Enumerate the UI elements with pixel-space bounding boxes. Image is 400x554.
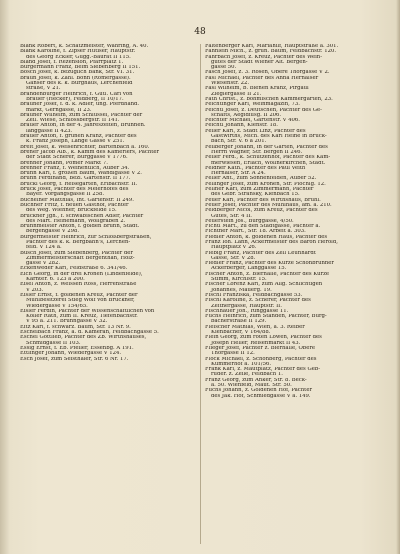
directory-entry-line: Fichtl Mart., zu den Stadtgasse, Pächter a. — [205, 224, 321, 230]
directory-entry-line: Fahrbach Josef, z. Kreuz, Pächter des Wein- — [205, 54, 322, 60]
directory-entry-line: bach, Str. V. 6 a 201. — [211, 139, 267, 145]
directory-entry-line: Fath Christ., z. böhmischen Kammergarten, 23. — [205, 96, 333, 102]
directory-entry-line: straße, V 21. — [26, 86, 61, 92]
directory-entry-line: Fischer Lorenz Karl, zum Allg. Schlichtigen — [205, 282, 323, 288]
directory-entry-line: des Jak. Hof, Schmiedgasse V a. 149. — [211, 393, 311, 399]
directory-entry-line: Eisler Ferdin, Pächter der Wissenschaftlichen von — [20, 308, 155, 314]
directory-entry-line: Büchelner Matthias, Int. Gartenstr. II 249. — [20, 197, 134, 203]
directory-entry-line: Flieger Josef, Pächter z. Bierhalle, Obere — [205, 345, 315, 351]
directory-entry-line: Fasl Wilhelm, b. Bienen Kranz, Pirgaul — [205, 86, 309, 92]
directory-entry-line: Eschelbach Franz, a. d. Kameran, Feldbachgasse 5. — [20, 330, 159, 336]
directory-entry-line: Flöck Michael, z. Schönberg, Pächter des — [205, 356, 317, 362]
directory-entry-line: Bräuer Anton, in der 4. Jahreszeiten, Brunnen. — [20, 123, 146, 129]
directory-entry-line: Feiler Ferd., k. Schützenhof, Pächter des Kam- — [205, 155, 331, 161]
directory-entry-line: der Stadt Scherer, Burggasse V 1776. — [26, 155, 128, 161]
directory-entry-line: Ettlinger Johann, Wiedergasse V 124. — [20, 351, 122, 357]
directory-entry-line: k. Franz Joseph, Lange Gasse V 251. — [26, 139, 125, 145]
directory-entry-line: Hauptplatz V 26. — [211, 245, 257, 251]
directory-entry-line: Brauner Wilhelm, zum Schlüssel, Pächter der — [20, 112, 143, 118]
directory-entry-line: Esch Josef, zum Seisthaler, Str. 6 Nr. 17. — [20, 356, 129, 362]
directory-entry-line: Busch Josef, zum Siebenberg, Pächter der — [20, 250, 133, 256]
directory-entry-line: Hernalser, Str. A 24. — [211, 171, 266, 177]
directory-entry-line: Burgermann Franz, Beim Siebenberg II 151. — [20, 65, 141, 71]
directory-entry-line: Mühlbesitzerei Stieg Wolf von Bruckner, — [26, 298, 135, 304]
directory-entry-line: Feldberger Nicol, zum Kreuz, Pächter des — [205, 208, 318, 214]
directory-entry-line: Burgermeister Heinrich, zur Schloßbergstraßen, — [20, 234, 152, 240]
directory-entry-line: V 203. — [26, 287, 44, 293]
directory-entry-line: Fähnlein Mich., z. grün. Baum, Feldbachstr. 120. — [205, 49, 337, 55]
directory-entry-line: Brauer (Hecker), Feldberg, II 10/17. — [26, 96, 124, 102]
directory-entry-line: Blank Karoline, f. Zipser Hutiser, Hauptstr. — [20, 49, 136, 55]
directory-entry-line: Flein Georg, zum roten Löwen, Pächter des — [205, 335, 322, 341]
directory-entry-line: Kummerhof a. 101/56. — [211, 361, 272, 367]
directory-entry-line: Bland Josef, f. Rezension, Pfarrplatz 1. — [20, 59, 124, 65]
directory-entry-line: Schmidgasse II 103. — [26, 340, 81, 346]
directory-entry-line: langgasse II 423. — [26, 128, 73, 134]
directory-entry-line: Brenner Franz, f. Weinentlich, Auber 34. — [20, 165, 130, 171]
left-column — [20, 44, 195, 362]
directory-entry-line: Feiler Karl, z. Stadt Linz, Pächter des — [205, 128, 306, 134]
directory-entry-line: Gutes, Str. 4 II. — [211, 213, 252, 219]
directory-entry-line: Zeil. Wiese, Schlossbergstr. II 141. — [26, 118, 120, 124]
directory-entry-line: Koller Rath, zum II. Kreuz, Tiefenbachstr. — [26, 314, 138, 320]
directory-entry-line: Zimmermeisterschaft Bergenthan, Holz- — [26, 255, 135, 261]
directory-entry-line: Wiedergasse V 154/65. — [26, 303, 88, 309]
directory-entry-line: Gasse, Str. V 28. — [211, 255, 256, 261]
directory-entry-line: Feuer Josef, Pächter des Mühlhaus, am. a. 210. — [205, 202, 332, 208]
directory-entry-line: Feldner Kath., Pächter des Paul Veith — [205, 165, 306, 171]
directory-entry-line: Ackerberger, Langgasse 15. — [211, 266, 287, 272]
directory-entry-line: Bräuner Josef, f. d. k. Adler, ung. Pferdhand. — [20, 102, 140, 108]
directory-entry-line: Eckenweder Karl, Feldstraße 6. 341/46. — [20, 266, 128, 272]
directory-entry-line: Braun Josef, k. Zahl. Bonn (Römergasse). — [20, 75, 131, 81]
directory-entry-line: Brenner Johann, Pömer Markt 7. — [20, 160, 108, 166]
directory-entry-line: Brener Jacob Alb., k. Kamm des Kameriers, Pächter — [20, 149, 160, 155]
directory-entry-line: Büchner Fritz, f. neuen Gasthof, Pächter — [20, 202, 129, 208]
directory-entry-line: Johannes, Mauerg. 19. — [211, 287, 272, 293]
directory-entry-line: Joseph Heller, Reisenmarkt II 43. — [211, 340, 301, 346]
directory-entry-line: a. 50. Wienfeld, Maut. Str. 50. — [211, 383, 292, 388]
directory-entry-line: bergengasse V 298. — [26, 229, 80, 235]
directory-entry-line: Fleischer Mathias, Wien, a. 3. Reiber — [205, 324, 305, 330]
directory-entry-line: Pächter des k. k. Bergbahn's, Lerchen- — [26, 239, 131, 245]
directory-entry-line: Fellner Karl, zum Zimmermann, Pächter — [205, 187, 314, 193]
directory-entry-line: des Gebr. Stransky, Kienbach 15. — [211, 192, 300, 198]
directory-entry-line: Brauer Anton, f. grünen Kranz, Pächter des — [20, 134, 137, 140]
directory-entry-line: Brück Josef, Pächter des Meierhofes des — [20, 187, 129, 193]
directory-entry-line: des Georg Eckler, Gugg.-Baurat II 115. — [26, 54, 131, 60]
directory-entry-line: V 95 a. 211. Brunngasse V 32. — [26, 319, 108, 325]
directory-entry-line: Feichtl Josef, z. Deutschen, Pächter des Ge- — [205, 107, 322, 113]
directory-entry-line: schäfts, Aegidiusg. II 206. — [211, 112, 282, 118]
directory-entry-line: Fischhauer Joh., Ringgasse 11. — [205, 308, 289, 314]
directory-entry-line: Bayer. Vorgangsgasse II 258. — [26, 192, 105, 198]
directory-entry-line: Fichtner Mart., Str. 18. Arbeit a. 303. — [205, 229, 306, 235]
directory-entry-line: rüder. z. Zeile, Feldbach 1. — [211, 372, 283, 378]
directory-entry-line: Brunn Karl, f. großen Baum, Wandlgasse V 2. — [20, 171, 142, 177]
directory-entry-line: Brunn Ferdinand, Bezl. Gartenstr. II 177. — [20, 176, 131, 182]
directory-entry-line: Fellinger Josef, zum Kronen, Str. Plöchlg. 12. — [205, 181, 326, 187]
directory-entry-line: Franz Georg, zum Anker, Str. 8. Beck- — [205, 377, 307, 383]
directory-entry-line: Brandenburger Heinrich, f. Gutl. Carl von — [20, 91, 133, 97]
directory-entry-line: Kärnter. 6. 123 a 200. — [26, 277, 85, 283]
directory-entry-line: Gastwirths, Mich. des Karl Heine in Bruck- — [211, 134, 327, 140]
directory-entry-line: Fuchs Johann, z. Goldenen Hof, Pächter — [205, 388, 312, 394]
directory-entry-line: gasse 50. — [211, 65, 237, 71]
directory-entry-line: gasse V 282. — [26, 261, 61, 267]
directory-entry-line: Fiebig Franz, Pächter des Zell Leunhardt — [205, 250, 316, 256]
directory-entry-line: Feichter Michael, Gartenstr. V 406. — [205, 118, 300, 124]
directory-entry-line: Kienbacher, V 164/88. — [211, 330, 271, 336]
column-divider — [200, 44, 201, 544]
directory-entry-line: merwiesen, Erlach, Wollnerkirchen, Stadt. — [211, 160, 326, 166]
directory-entry-line: Feller Ant., zum Sonnenfelden, Auber 52. — [205, 176, 317, 182]
directory-entry-line: Thorgasse II 12. — [211, 351, 255, 357]
directory-entry-line: Faltenberger Karl, Mariahilf, Hauptstraße a. 301. — [205, 44, 339, 49]
directory-entry-line: feld. V 124 a. — [26, 245, 62, 251]
directory-entry-line: Essig Ernst, f. Eb. Pfeiler, Essenbg. A 191. — [20, 345, 134, 351]
directory-entry-line: Fasch Josef, z. 3. Rosen, Obere Thorgasse V 2. — [205, 70, 330, 76]
directory-entry-line: Fiedler Anton, k. goldenen Haus, Pächter des — [205, 234, 328, 240]
directory-entry-line: Eisler Ernst, f. goldenen Kreuz, Pächter der — [20, 292, 138, 298]
directory-entry-line: Fasl Michael, Pächter des Anna Hernalser — [205, 75, 319, 81]
directory-entry-line: Wiesenstr. 22. — [211, 81, 250, 87]
directory-entry-line: Frank Karl, z. Mautplatz, Pächter des Geb- — [205, 367, 321, 373]
directory-entry-line: Blank Robert, k. Schätzmeister, Währing, A. 40. — [20, 44, 149, 49]
directory-entry-line: Eitz Karl, f. schwarz. Baum, Str. 13 Nr. 9. — [20, 324, 131, 330]
directory-entry-line: Fischl Karoline, z. Scherer, Pächter des — [205, 298, 311, 304]
directory-entry-line: bacherstraße II 129. — [211, 319, 267, 325]
directory-entry-line: Fischer Anton, z. Bierhalle, Pächter des Kurze — [205, 271, 329, 277]
directory-entry-line: Eisel Anton, z. Weissen Ross, Herrenstraße — [20, 282, 137, 288]
directory-entry-line: Brunnmeister Anton, f. golden Brunn, Stadt. — [20, 224, 140, 230]
directory-entry-line: Zeitnergasse, Hauptstr. II. — [211, 303, 282, 309]
directory-entry-line: Breit Josef, k. Weisenrichter, Bartenbach a. 160. — [20, 144, 150, 150]
directory-entry-line: Eschel Gottlieb, Pächter des Zb. Wirthshauses, — [20, 335, 147, 341]
directory-entry-line: des Mart. Heinemann, Wollgraben 2. — [26, 218, 126, 224]
directory-entry-line: Herrn Wagner, Str. Bergen II 246. — [211, 149, 303, 155]
directory-entry-line: Fiedler Franz, Pächter des Kurze Schönbrunner — [205, 261, 334, 267]
directory-entry-line: Bruckner Jgh., f. schwäbischen Adler, Pächter — [20, 213, 144, 219]
directory-entry-line: des Weg. Wiehner, Bruckfelde 15. — [26, 208, 117, 214]
right-column — [205, 44, 383, 399]
directory-entry-line: Fuchs Heinrich, zum Standen, Pächter, Burg- — [205, 314, 327, 320]
directory-entry-line: Franz Ioh. Lann, Ackermeister des Baron Herold, — [205, 239, 338, 245]
directory-entry-line: Feichtinger Karl, Weinmagazin, 73. — [205, 102, 300, 108]
directory-entry-line: Feilberger Johann, in der Gärten, Pächter des — [205, 144, 328, 150]
directory-entry-line: Feichtl Johann, Kienstr. 18. — [205, 123, 278, 129]
page-number: 48 — [194, 27, 206, 37]
directory-entry-line: Gänser des k. k. Burghaus, Lerchenfeld — [26, 81, 133, 87]
directory-entry-line: Feuer Karl, Pächter des Wirthshaus, Brühl. — [205, 197, 321, 203]
directory-entry-line: Bruckl Georg, f. Reisegarten, Erlbachstr. II. — [20, 181, 138, 187]
directory-entry-line: markt, Gerngasse, II 23. — [26, 107, 92, 113]
directory-entry-line: gutes der Stadt Wiener Alt. Bergen- — [211, 59, 308, 65]
directory-entry-line: Fischl Franziska, Feldbachgasse 53. — [205, 292, 303, 298]
directory-entry-line: Bosch Josef, k. bezüglich Bank, Str. VI. 31. — [20, 70, 135, 76]
directory-entry-line: Zieglergasse II 21. — [211, 91, 262, 97]
directory-entry-line: Stimm, Kirchlstr. 15. — [211, 277, 267, 283]
directory-entry-line: Eich Georg, in der drei Kronen (Lindenfelde), — [20, 271, 143, 277]
directory-entry-line: Feuerstein Jos., Burggasse, 4/50. — [205, 218, 294, 224]
